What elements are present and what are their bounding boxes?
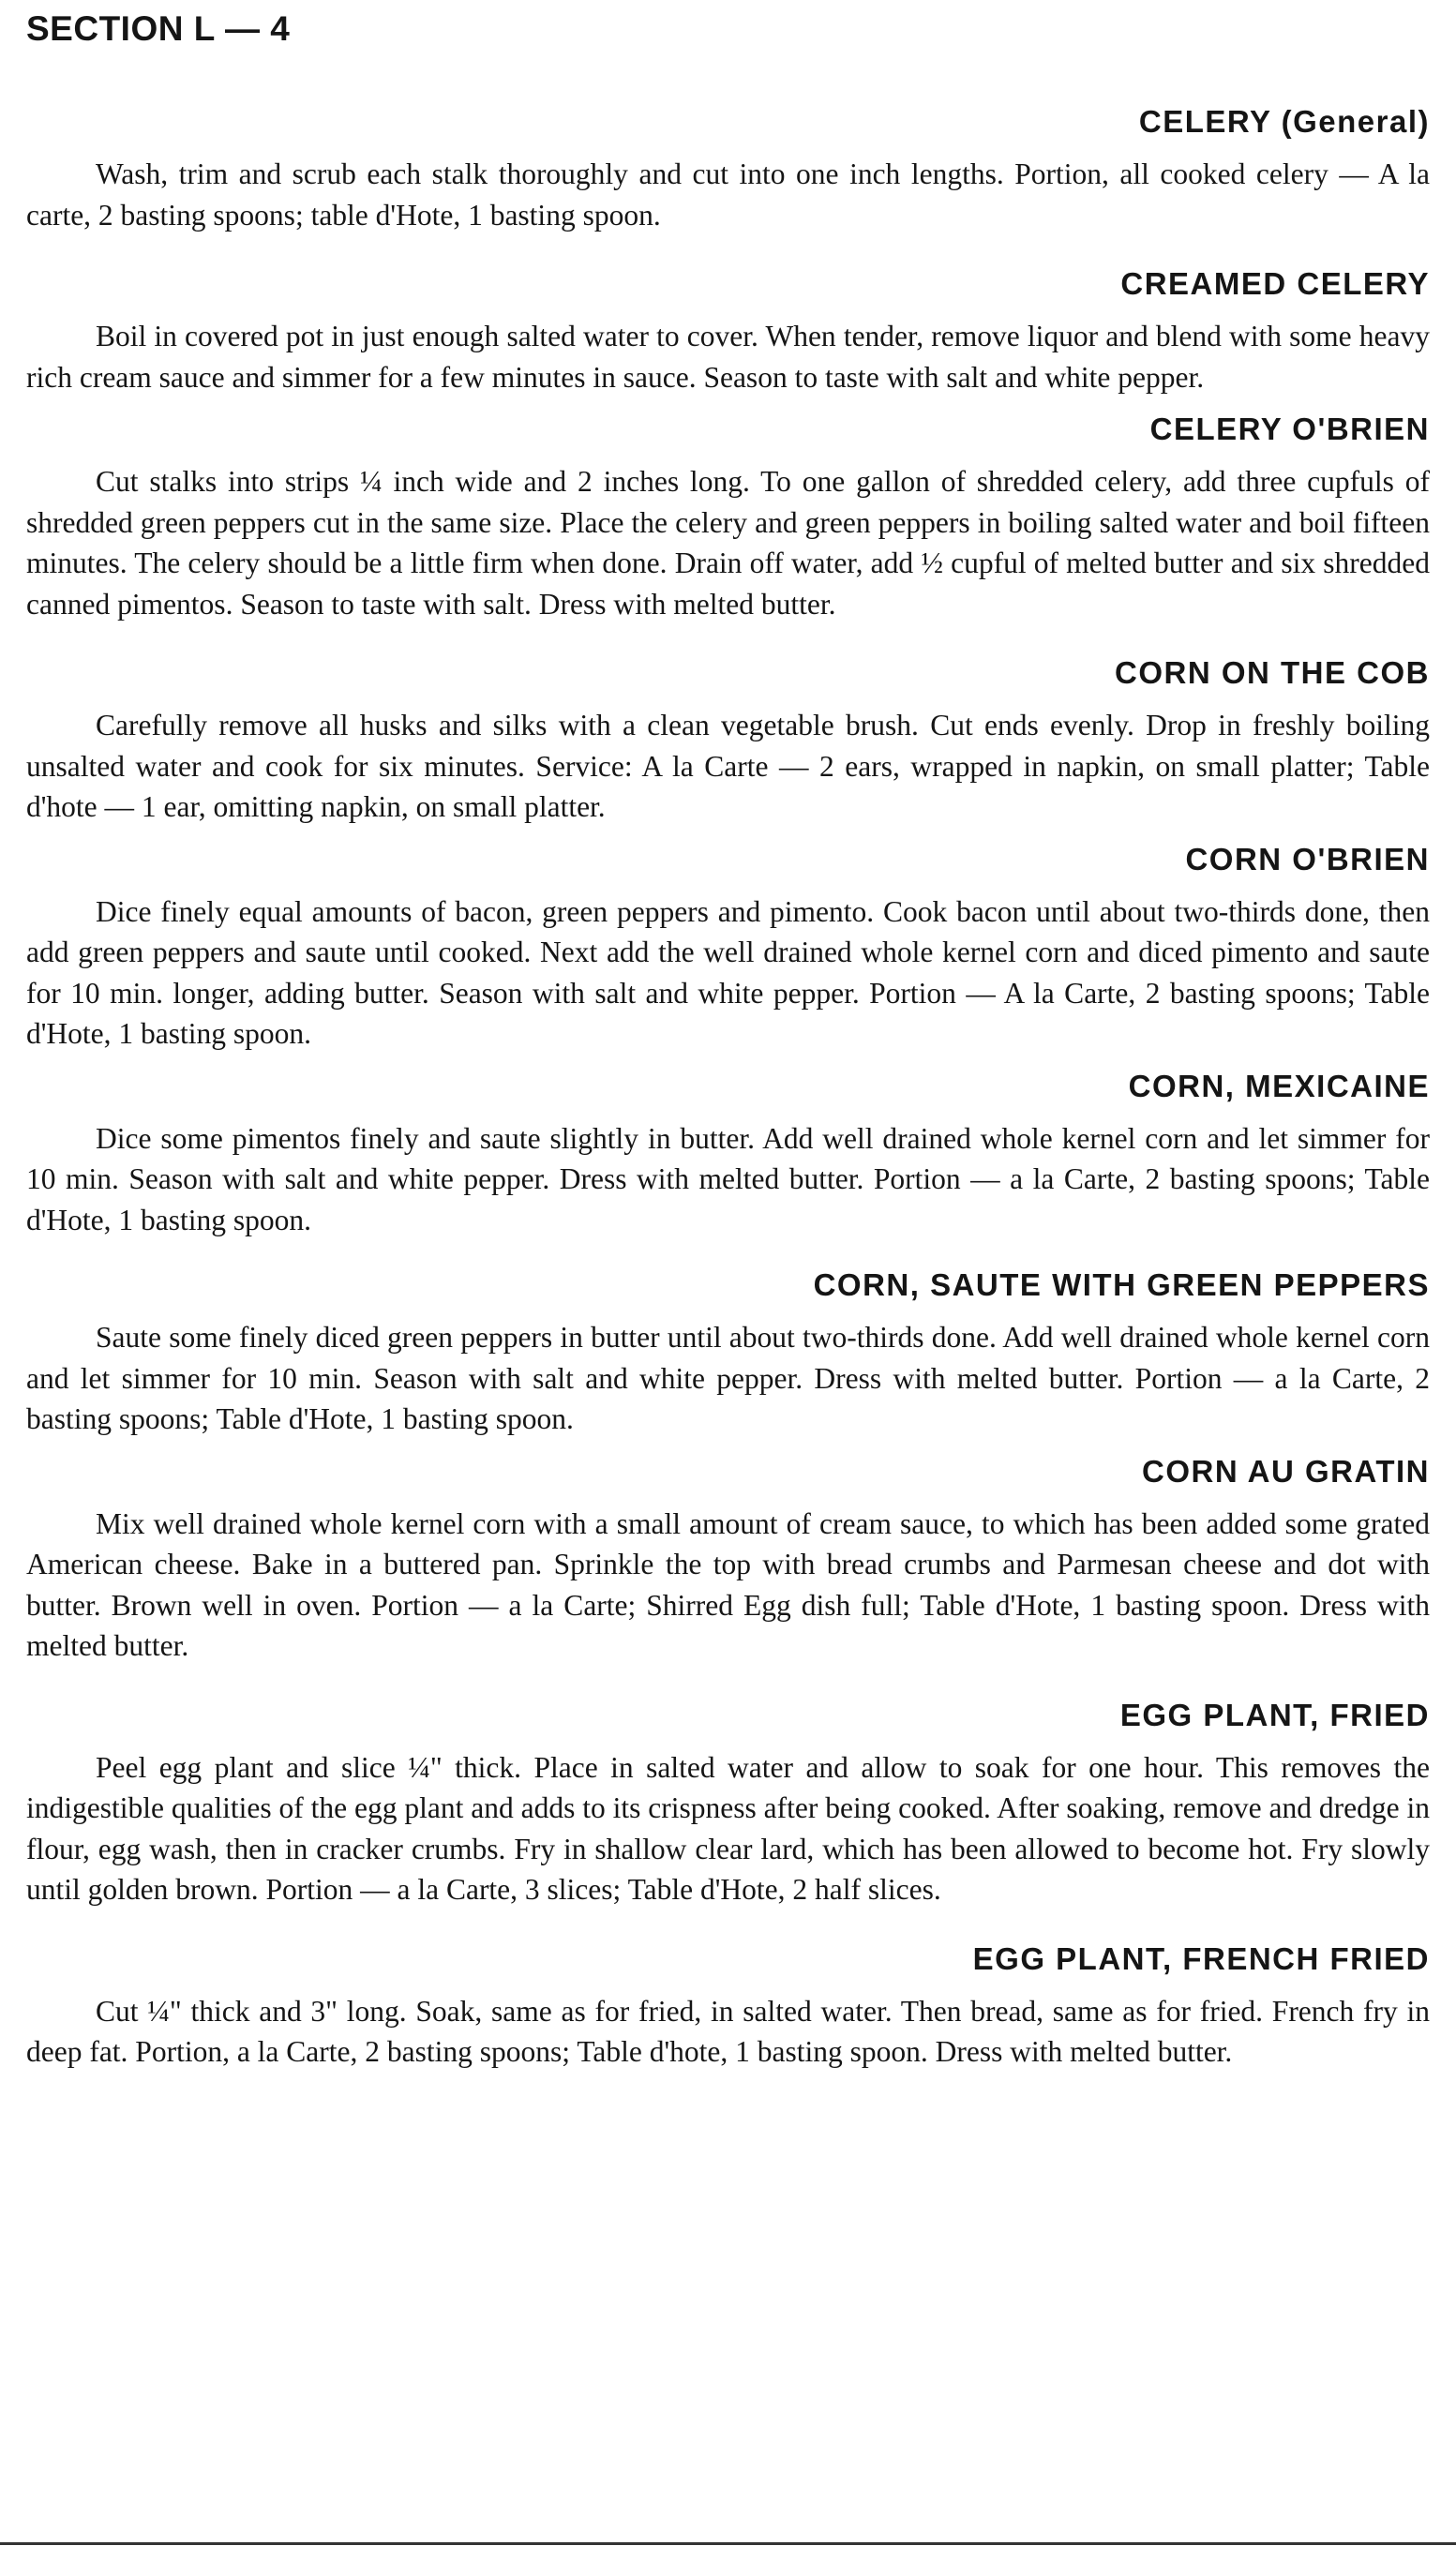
recipe-title: CORN, SAUTE WITH GREEN PEPPERS xyxy=(813,1267,1430,1302)
recipe-body: Dice some pimentos finely and saute slightly in butter. Add well drained whole kernel corn and let simmer for 10 min. Season with salt and white pepper. Dress with melted butter. Portion — a la Carte, 2 basting spoons; Table d'Hote, 1 basting spoon. xyxy=(26,1121,1430,1236)
recipe-title: CELERY (General) xyxy=(1138,104,1430,139)
recipe-egg-plant-fried xyxy=(26,1695,1430,1910)
recipe-list xyxy=(26,101,1430,2073)
recipe-corn-saute-green-peppers xyxy=(26,1265,1430,1440)
bottom-rule xyxy=(0,2542,1456,2545)
recipe-title: EGG PLANT, FRIED xyxy=(1119,1697,1430,1732)
recipe-body: Boil in covered pot in just enough salted water to cover. When tender, remove liquor and blend with some heavy rich cream sauce and simmer for a few minutes in sauce. Season to taste with salt and white pepper. xyxy=(26,320,1430,394)
recipe-egg-plant-french-fried xyxy=(26,1939,1430,2073)
recipe-title: CELERY O'BRIEN xyxy=(1149,412,1430,446)
recipe-corn-au-gratin xyxy=(26,1451,1430,1667)
recipe-body: Peel egg plant and slice ¼" thick. Place in salted water and allow to soak for one hour. This removes the indigestible qualities of the egg plant and adds to its crispness after being cooked. After soaking, remove and dredge in flour, egg wash, then in cracker crumbs. Fry in shallow clear lard, which has been allowed to become hot. Fry slowly until golden brown. Portion — a la Carte, 3 slices; Table d'Hote, 2 half slices. xyxy=(26,1750,1430,1906)
recipe-title: CORN ON THE COB xyxy=(1115,655,1430,690)
recipe-title: CORN, MEXICAINE xyxy=(1128,1068,1430,1103)
recipe-body: Wash, trim and scrub each stalk thoroughly and cut into one inch lengths. Portion, all cooked celery — A la carte, 2 basting spoons; table d'Hote, 1 basting spoon. xyxy=(26,157,1430,232)
recipe-title: EGG PLANT, FRENCH FRIED xyxy=(972,1940,1430,1976)
recipe-title: CORN O'BRIEN xyxy=(1185,841,1430,876)
recipe-body: Carefully remove all husks and silks with a clean vegetable brush. Cut ends evenly. Drop in freshly boiling unsalted water and cook for six minutes. Service: A la Carte — 2 ears, wrapped in napkin, on small platter; Table d'hote — 1 ear, omitting napkin, on small platter. xyxy=(26,709,1430,823)
recipe-corn-mexicaine xyxy=(26,1066,1430,1241)
recipe-creamed-celery xyxy=(26,263,1430,397)
recipe-body: Dice finely equal amounts of bacon, green peppers and pimento. Cook bacon until about two-thirds done, then add green peppers and saute until cooked. Next add the well drained whole kernel corn and diced pimento and saute for 10 min. longer, adding butter. Season with salt and white pepper. Portion — A la Carte, 2 basting spoons; Table d'Hote, 1 basting spoon. xyxy=(26,894,1430,1050)
recipe-celery-obrien xyxy=(26,409,1430,624)
recipe-body: Cut ¼" thick and 3" long. Soak, same as for fried, in salted water. Then bread, same as for fried. French fry in deep fat. Portion, a la Carte, 2 basting spoons; Table d'hote, 1 basting spoon. Dress with melted butter. xyxy=(26,1994,1430,2068)
recipe-body: Saute some finely diced green peppers in butter until about two-thirds done. Add well drained whole kernel corn and let simmer for 10 min. Season with salt and white pepper. Dress with melted butter. Portion — a la Carte, 2 basting spoons; Table d'Hote, 1 basting spoon. xyxy=(26,1321,1430,1435)
recipe-body: Cut stalks into strips ¼ inch wide and 2 inches long. To one gallon of shredded celery, add three cupfuls of shredded green peppers cut in the same size. Place the celery and green peppers in boiling salted water and boil fifteen minutes. The celery should be a little firm when done. Drain off water, add ½ cupful of melted butter and six shredded canned pimentos. Season to taste with salt. Dress with melted butter. xyxy=(26,465,1430,621)
recipe-title: CREAMED CELERY xyxy=(1120,266,1430,301)
section-header: SECTION L — 4 xyxy=(26,9,291,48)
recipe-corn-obrien xyxy=(26,839,1430,1055)
recipe-body: Mix well drained whole kernel corn with a small amount of cream sauce, to which has been added some grated American cheese. Bake in a buttered pan. Sprinkle the top with bread crumbs and Parmesan cheese and dot with butter. Brown well in oven. Portion — a la Carte; Shirred Egg dish full; Table d'Hote, 1 basting spoon. Dress with melted butter. xyxy=(26,1506,1430,1662)
recipe-celery-general xyxy=(26,101,1430,235)
recipe-title: CORN AU GRATIN xyxy=(1142,1453,1430,1489)
recipe-corn-on-the-cob xyxy=(26,652,1430,828)
